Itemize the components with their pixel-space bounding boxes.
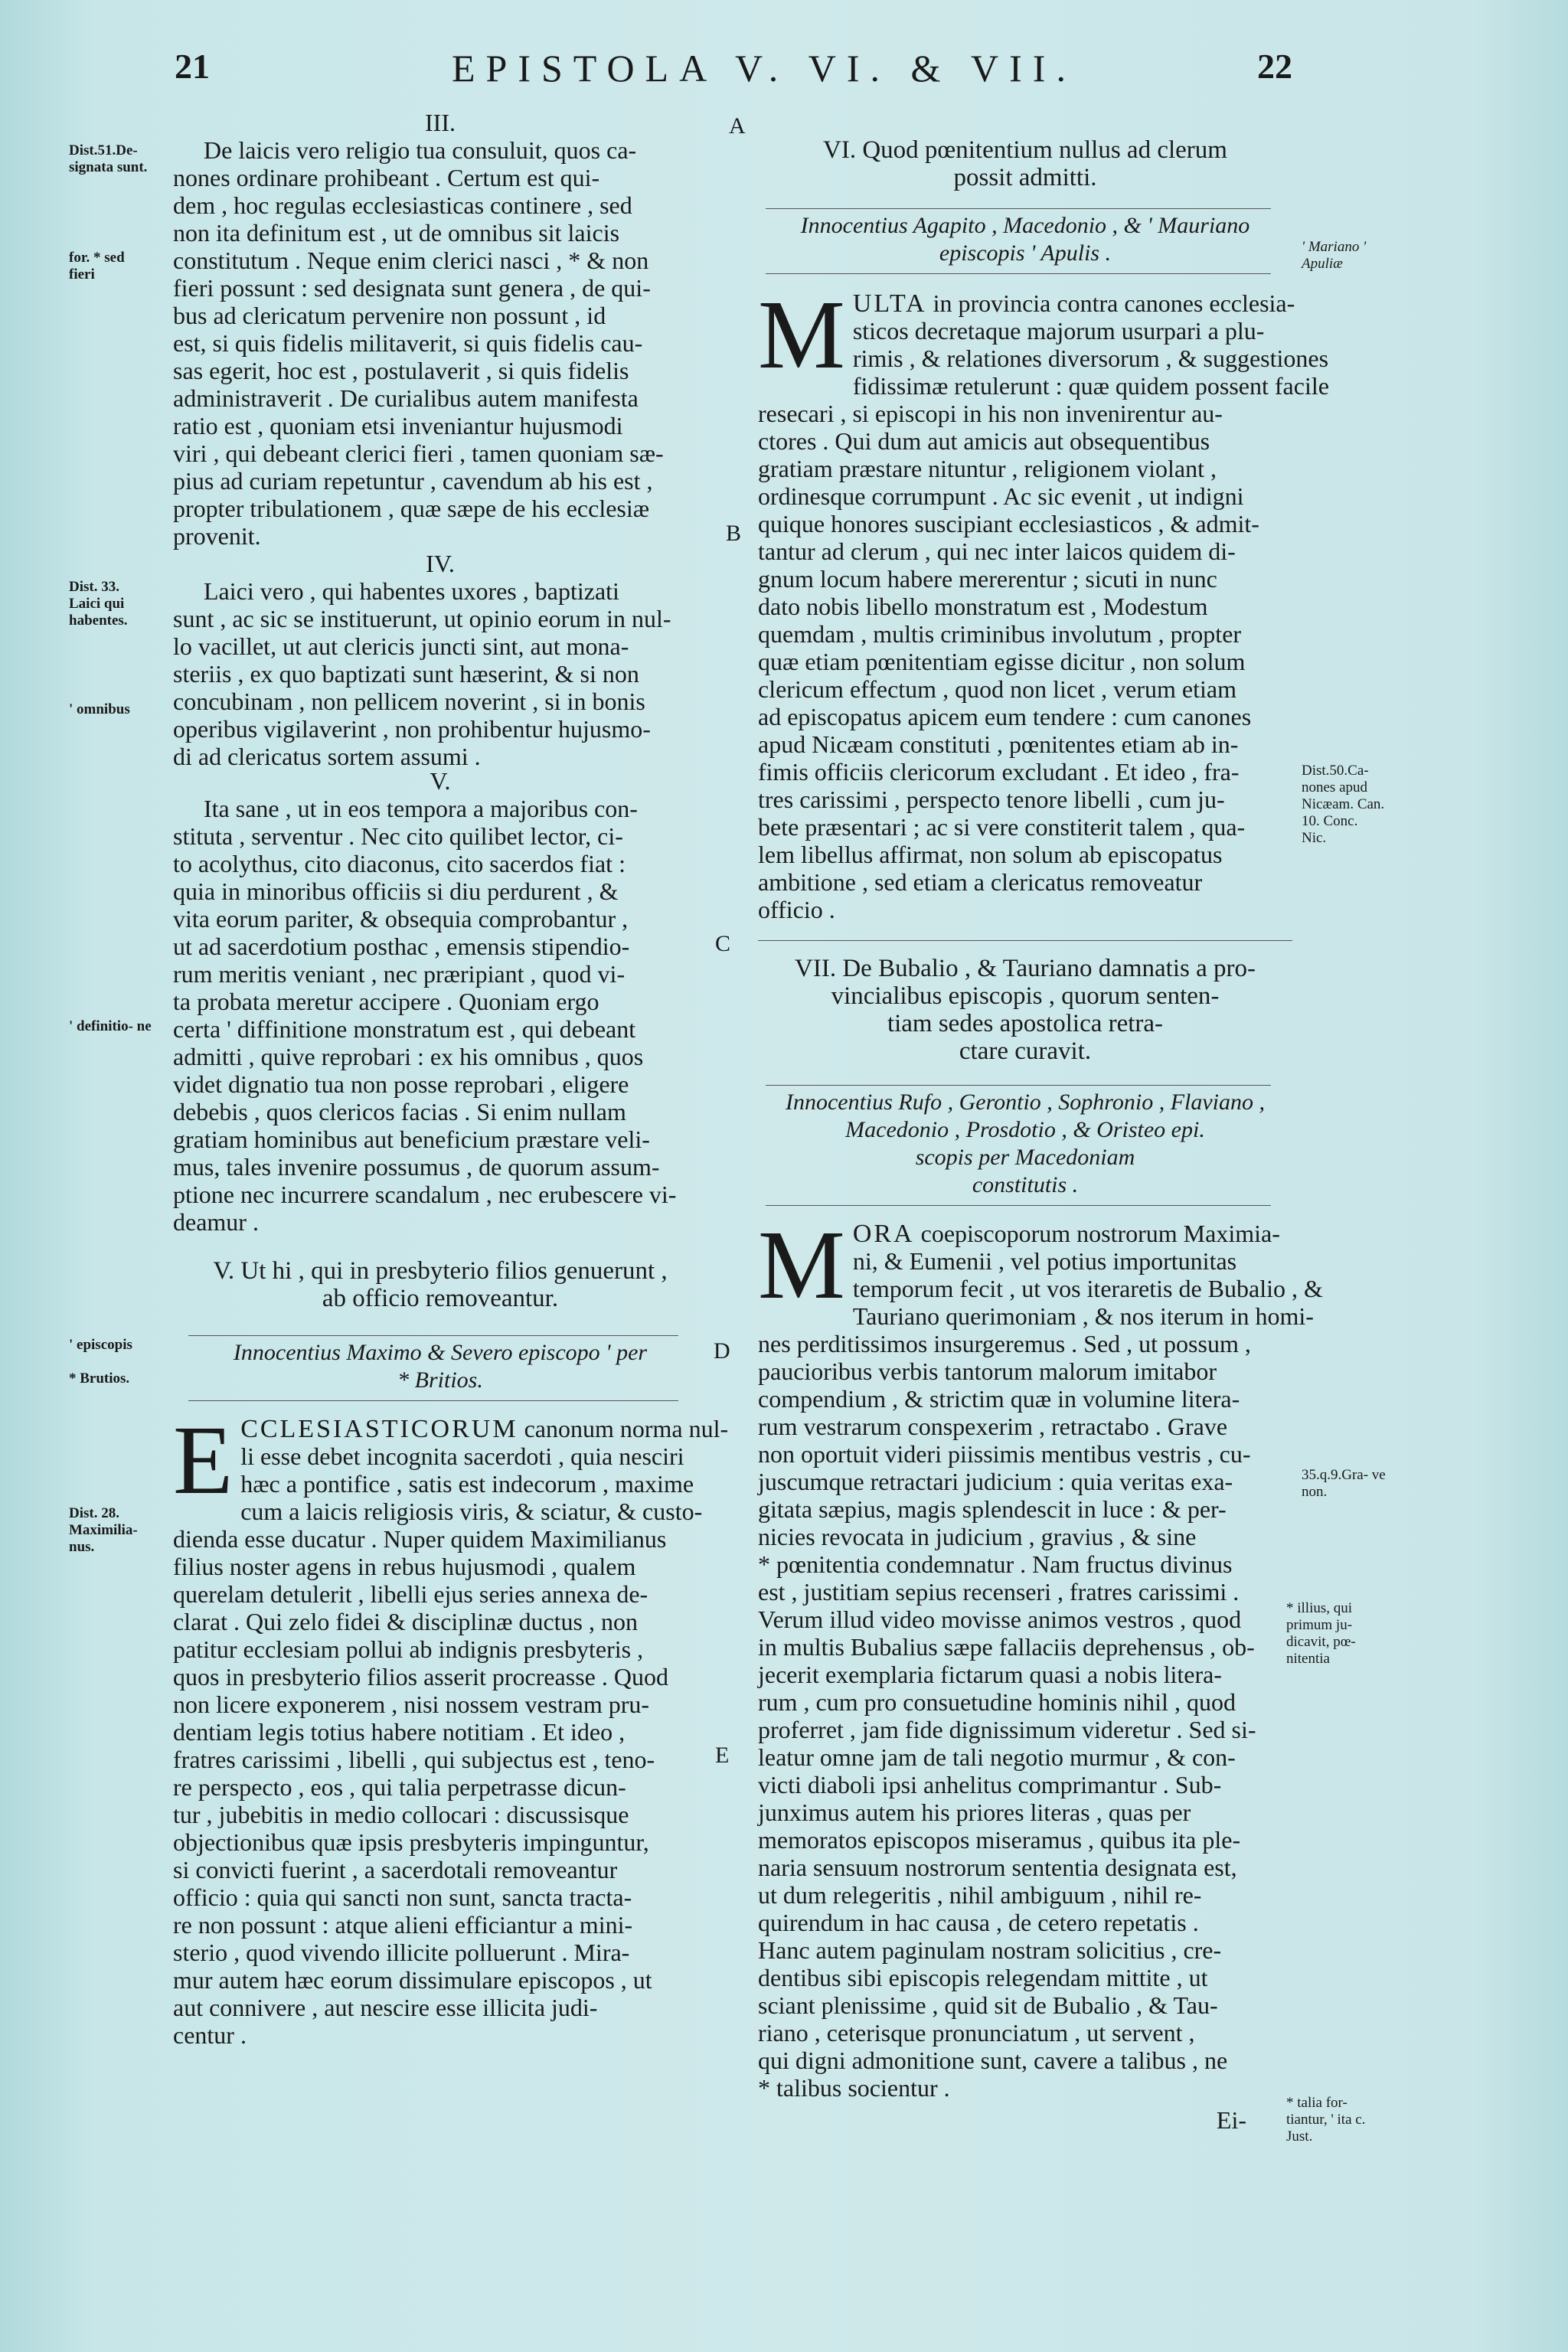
text-line: tantur ad clerum , qui nec inter laicos quidem di- <box>758 537 1236 565</box>
section-number: III. <box>425 109 456 136</box>
text-line: ad episcopatus apicem eum tendere : cum canones <box>758 703 1252 730</box>
text-line: non ita definitum est , ut de omnibus sit laicis <box>173 219 620 247</box>
running-title: EPISTOLA V. VI. & VII. <box>452 47 1076 90</box>
salutation-v <box>173 1339 707 1394</box>
section-number: V. <box>430 767 451 795</box>
text-line: quia in minoribus officiis si diu perdurent , & <box>173 877 619 905</box>
text-line: proferret , jam fide dignissimum videretur . Sed si- <box>758 1716 1256 1743</box>
text-line: rum meritis veniant , nec præripiant , quod vi- <box>173 960 626 988</box>
drop-cap: M <box>758 1210 845 1319</box>
text-line: nes perditissimos insurgeremus . Sed , ut possum , <box>758 1330 1251 1357</box>
epistle-v-body <box>173 1406 729 2049</box>
text-line: De laicis vero religio tua consuluit, quos ca- <box>204 136 637 164</box>
text-line: dato nobis libello monstratum est , Modestum <box>758 593 1208 620</box>
text-line: gratiam hominibus aut beneficium præstare veli- <box>173 1125 650 1153</box>
text-line: sunt , ac sic se instituerunt, ut opinio eorum in nul- <box>173 605 671 632</box>
text-line: mur autem hæc eorum dissimulare episcopos , ut <box>173 1966 652 1994</box>
text-line: fidissimæ retulerunt : quæ quidem possent facile <box>852 372 1329 400</box>
paragraph-iv <box>173 577 707 770</box>
text-line: quirendum in hac causa , de cetero repetatis . <box>758 1909 1199 1936</box>
running-header <box>0 46 1568 100</box>
text-line: li esse debet incognita sacerdoti , quia nesciri <box>240 1442 684 1470</box>
text-line: tres carissimi , perspecto tenore libelli , cum ju- <box>758 786 1225 813</box>
text-line: temporum fecit , ut vos iteraretis de Bubalio , & <box>852 1275 1323 1302</box>
text-line: patitur ecclesiam pollui ab indignis presbyteris , <box>173 1635 644 1663</box>
text-line: clarat . Qui zelo fidei & disciplinæ ductus , non <box>173 1608 638 1635</box>
epistle-vi-body <box>758 280 1329 923</box>
text-line: * talibus socientur . <box>758 2074 950 2102</box>
text-line: quemdam , multis criminibus involutum , propter <box>758 620 1242 648</box>
margin-note-left: ' definitio- ne <box>69 1018 152 1034</box>
margin-note-right: * illius, qui primum ju- dicavit, pœ- nitentia <box>1286 1600 1356 1667</box>
text-line: junximus autem his priores literas , quas per <box>758 1798 1191 1826</box>
margin-note-right: 35.q.9.Gra- ve non. <box>1302 1467 1386 1500</box>
text-line: gitata sæpius, magis splendescit in luce : & per- <box>758 1495 1227 1523</box>
text-line: videt dignatio tua non posse reprobari , eligere <box>173 1070 629 1098</box>
page-number-left: 21 <box>175 47 210 86</box>
text-line: ut ad sacerdotium posthac , emensis stipendio- <box>173 933 630 960</box>
text-line: Ita sane , ut in eos tempora a majoribus con- <box>204 795 638 822</box>
catchword: Ei- <box>1216 2106 1246 2134</box>
text-line: quos in presbyterio filios asserit procreasse . Quod <box>173 1663 668 1690</box>
text-line: di ad clericatus sortem assumi . <box>173 743 481 770</box>
text-line: victi diaboli ipsi anhelitus comprimantur . Sub- <box>758 1771 1222 1798</box>
chapter-heading-vii <box>758 955 1292 1065</box>
text-line: dentiam legis totius habere notitiam . Et ideo , <box>173 1718 626 1746</box>
margin-note-left: ' episcopis <box>69 1337 132 1353</box>
section-letter-c: C <box>715 931 731 956</box>
left-column <box>173 109 729 2049</box>
text-line: tur , jubebitis in medio collocari : discussisque <box>173 1801 629 1828</box>
text-line: paucioribus verbis tantorum malorum imitabor <box>758 1357 1217 1385</box>
text-line: constitutum . Neque enim clerici nasci , * & non <box>173 247 649 274</box>
text-line: hæc a pontifice , satis est indecorum , maxime <box>240 1470 694 1498</box>
text-line: leatur omne jam de tali negotio murmur , & con- <box>758 1743 1236 1771</box>
text-line: re perspecto , eos , qui talia perpetrasse dicun- <box>173 1773 626 1801</box>
text-line: officio . <box>758 896 835 923</box>
paragraph-v <box>173 795 707 1236</box>
text-line: memoratos episcopos miseramus , quibus ita ple- <box>758 1826 1241 1854</box>
text-line: jecerit exemplaria fictarum quasi a nobis litera- <box>758 1661 1222 1688</box>
margin-note-right: ' Mariano ' Apuliæ <box>1302 239 1367 272</box>
text-line: in multis Bubalius sæpe fallaciis deprehensus , ob- <box>758 1633 1255 1661</box>
text-line: coepiscoporum nostrorum Maximia- <box>920 1220 1280 1247</box>
text-line: Macedonio , Prosdotio , & Oristeo epi. <box>845 1117 1205 1142</box>
text-line: propter tribulationem , quæ sæpe de his ecclesiæ <box>173 495 650 522</box>
text-line: debebis , quos clericos facias . Si enim nullam <box>173 1098 626 1125</box>
text-line: gnum locum habere mererentur ; sicuti in nunc <box>758 565 1217 593</box>
text-line: V. Ut hi , qui in presbyterio filios genuerunt , <box>213 1257 668 1285</box>
margin-note-left: * Brutios. <box>69 1370 130 1387</box>
text-line: est , justitiam sepius recenseri , fratres carissimi . <box>758 1578 1240 1606</box>
text-line: ptione nec incurrere scandalum , nec erubescere vi- <box>173 1181 677 1208</box>
text-line: * pœnitentia condemnatur . Nam fructus divinus <box>758 1550 1233 1578</box>
text-line: re non possunt : atque alieni efficiantur a mini- <box>173 1911 633 1939</box>
text-line: rimis , & relationes diversorum , & suggestiones <box>852 345 1329 372</box>
text-line: * Britios. <box>397 1367 483 1393</box>
text-line: riano , ceterisque pronunciatum , ut servent , <box>758 2019 1195 2047</box>
section-letter-a: A <box>729 113 746 139</box>
text-line: dienda esse ducatur . Nuper quidem Maximilianus <box>173 1525 667 1553</box>
opening-word: ULTA <box>852 289 927 318</box>
text-line: fimis officiis clericorum excludant . Et ideo , fra- <box>758 758 1240 786</box>
text-line: centur . <box>173 2021 247 2049</box>
text-line: fratres carissimi , libelli , qui subjectus est , teno- <box>173 1746 655 1773</box>
text-line: aut connivere , aut nescire esse illicita judi- <box>173 1994 598 2021</box>
opening-word: ORA <box>852 1220 915 1248</box>
text-line: scopis per Macedoniam <box>915 1145 1135 1170</box>
text-line: in provincia contra canones ecclesia- <box>933 289 1295 317</box>
margin-note-left: ' omnibus <box>69 701 130 717</box>
text-line: rum vestrarum conspexerim , retractabo . Grave <box>758 1413 1228 1440</box>
text-line: lem libellus affirmat, non solum ab episcopatus <box>758 841 1223 868</box>
text-line: sas egerit, hoc est , postulaverit , si quis fidelis <box>173 357 629 384</box>
text-line: dem , hoc regulas ecclesiasticas continere , sed <box>173 191 632 219</box>
text-line: bus ad clericatum pervenire non possunt , id <box>173 302 606 329</box>
text-line: Innocentius Maximo & Severo episcopo ' per <box>233 1340 648 1365</box>
section-letter-e: E <box>715 1743 730 1768</box>
chapter-heading-v <box>173 1257 707 1312</box>
text-line: Laici vero , qui habentes uxores , baptizati <box>204 577 619 605</box>
chapter-heading-vi <box>758 136 1292 191</box>
text-line: episcopis ' Apulis . <box>939 240 1112 266</box>
text-line: qui digni admonitione sunt, cavere a talibus , ne <box>758 2047 1228 2074</box>
section-letter-b: B <box>726 521 742 546</box>
text-line: sticos decretaque majorum usurpari a plu- <box>852 317 1265 345</box>
text-line: ab officio removeantur. <box>322 1285 559 1312</box>
text-line: certa ' diffinitione monstratum est , qui debeant <box>173 1015 636 1043</box>
text-line: quique honores suscipiant ecclesiasticos , & admit- <box>758 510 1259 537</box>
text-line: resecari , si episcopi in his non invenirentur au- <box>758 400 1223 427</box>
text-line: VI. Quod pœnitentium nullus ad clerum <box>823 136 1227 164</box>
text-line: ambitione , sed etiam a clericatus removeatur <box>758 868 1203 896</box>
text-line: pius ad curiam repetuntur , cavendum ab his est , <box>173 467 653 495</box>
text-line: stituta , serventur . Nec cito quilibet lector, ci- <box>173 822 623 850</box>
text-line: administraverit . De curialibus autem manifesta <box>173 384 639 412</box>
text-line: nicies revocata in judicium , gravius , & sine <box>758 1523 1197 1550</box>
margin-note-left: for. * sed fieri <box>69 250 125 283</box>
text-line: fieri possunt : sed designata sunt genera , de qui- <box>173 274 651 302</box>
text-line: gratiam præstare nituntur , religionem violant , <box>758 455 1217 482</box>
margin-note-right: * talia for- tiantur, ' ita c. Just. <box>1286 2095 1366 2145</box>
text-line: canonum norma nul- <box>524 1415 729 1442</box>
text-line: ni, & Eumenii , vel potius importunitas <box>852 1247 1237 1275</box>
text-line: operibus vigilaverint , non prohibentur hujusmo- <box>173 715 651 743</box>
paragraph-iii <box>173 136 707 550</box>
text-line: vincialibus episcopis , quorum senten- <box>831 982 1220 1010</box>
text-line: Tauriano querimoniam , & nos iterum in homi- <box>852 1302 1314 1330</box>
text-line: sciant plenissime , quid sit de Bubalio , & Tau- <box>758 1991 1218 2019</box>
drop-cap: E <box>173 1406 234 1514</box>
salutation-vii <box>758 1089 1292 1199</box>
text-line: viri , qui debeant clerici fieri , tamen quoniam sæ- <box>173 439 664 467</box>
text-line: tiam sedes apostolica retra- <box>887 1010 1164 1037</box>
opening-word: CCLESIASTICORUM <box>240 1415 518 1443</box>
text-line: est, si quis fidelis militaverit, si quis fidelis cau- <box>173 329 643 357</box>
salutation-vi <box>758 212 1292 267</box>
margin-note-left: Dist. 28. Maximilia- nus. <box>69 1505 138 1555</box>
margin-note-left: Dist.51.De- signata sunt. <box>69 142 148 175</box>
text-line: steriis , ex quo baptizati sunt hæserint, & si non <box>173 660 639 688</box>
text-line: mus, tales invenire possumus , de quorum assum- <box>173 1153 660 1181</box>
text-line: objectionibus quæ ipsis presbyteris impinguntur, <box>173 1828 649 1856</box>
text-line: officio : quia qui sancti non sunt, sancta tracta- <box>173 1883 632 1911</box>
text-line: Innocentius Agapito , Macedonio , & ' Mauriano <box>800 213 1250 238</box>
text-line: sterio , quod vivendo illicite polluerunt . Mira- <box>173 1939 630 1966</box>
text-line: VII. De Bubalio , & Tauriano damnatis a pro- <box>795 955 1256 982</box>
text-line: ut dum relegeritis , nihil ambiguum , nihil re- <box>758 1881 1202 1909</box>
text-line: constitutis . <box>972 1172 1079 1197</box>
page-number-right: 22 <box>1257 47 1292 86</box>
text-line: juscumque retractari judicium : quia veritas exa- <box>758 1468 1233 1495</box>
text-line: ctare curavit. <box>959 1037 1092 1065</box>
text-line: ordinesque corrumpunt . Ac sic evenit , ut indigni <box>758 482 1244 510</box>
text-line: ta probata meretur accipere . Quoniam ergo <box>173 988 599 1015</box>
text-line: naria sensuum nostrorum sententia designata est, <box>758 1854 1237 1881</box>
section-number: IV. <box>426 550 455 577</box>
text-line: Verum illud video movisse animos vestros , quod <box>758 1606 1242 1633</box>
text-line: filius noster agens in rebus hujusmodi , qualem <box>173 1553 636 1580</box>
text-line: si convicti fuerint , a sacerdotali removeantur <box>173 1856 618 1883</box>
text-line: admitti , quive reprobari : ex his omnibus , quos <box>173 1043 644 1070</box>
text-line: nones ordinare prohibeant . Certum est qui- <box>173 164 600 191</box>
text-line: clericum effectum , quod non licet , verum etiam <box>758 675 1236 703</box>
section-letter-d: D <box>714 1338 730 1364</box>
text-line: bete præsentari ; ac si vere constiterit talem , qua- <box>758 813 1246 841</box>
text-line: possit admitti. <box>953 164 1097 191</box>
text-line: compendium , & strictim quæ in volumine litera- <box>758 1385 1240 1413</box>
text-line: Innocentius Rufo , Gerontio , Sophronio , Flaviano , <box>785 1089 1266 1115</box>
text-line: to acolythus, cito diaconus, cito sacerdos fiat : <box>173 850 626 877</box>
text-line: lo vacillet, ut aut clericis juncti sint, aut mona- <box>173 632 629 660</box>
text-line: ctores . Qui dum aut amicis aut obsequentibus <box>758 427 1210 455</box>
text-line: apud Nicæam constituti , pœnitentes etiam ab in- <box>758 730 1239 758</box>
text-line: quæ etiam pœnitentiam egisse dicitur , non solum <box>758 648 1246 675</box>
text-line: rum , cum pro consuetudine hominis nihil , quod <box>758 1688 1236 1716</box>
text-line: provenit. <box>173 522 261 550</box>
text-line: ratio est , quoniam etsi inveniantur hujusmodi <box>173 412 623 439</box>
margin-note-left: Dist. 33. Laici qui habentes. <box>69 579 128 629</box>
drop-cap: M <box>758 280 845 389</box>
text-line: querelam detulerit , libelli ejus series annexa de- <box>173 1580 648 1608</box>
text-line: non licere exponerem , nisi nossem vestram pru- <box>173 1690 650 1718</box>
text-line: vita eorum pariter, & obsequia comprobantur , <box>173 905 629 933</box>
margin-note-right: Dist.50.Ca- nones apud Nicæam. Can. 10. Conc. Nic. <box>1302 763 1385 846</box>
text-line: non oportuit videri piissimis mentibus vestris , cu- <box>758 1440 1251 1468</box>
text-line: cum a laicis religiosis viris, & sciatur, & custo- <box>240 1498 703 1525</box>
text-line: concubinam , non pellicem noverint , si in bonis <box>173 688 645 715</box>
text-line: deamur . <box>173 1208 259 1236</box>
text-line: Hanc autem paginulam nostram solicitius , cre- <box>758 1936 1222 1964</box>
text-line: dentibus sibi episcopis relegendam mittite , ut <box>758 1964 1208 1991</box>
